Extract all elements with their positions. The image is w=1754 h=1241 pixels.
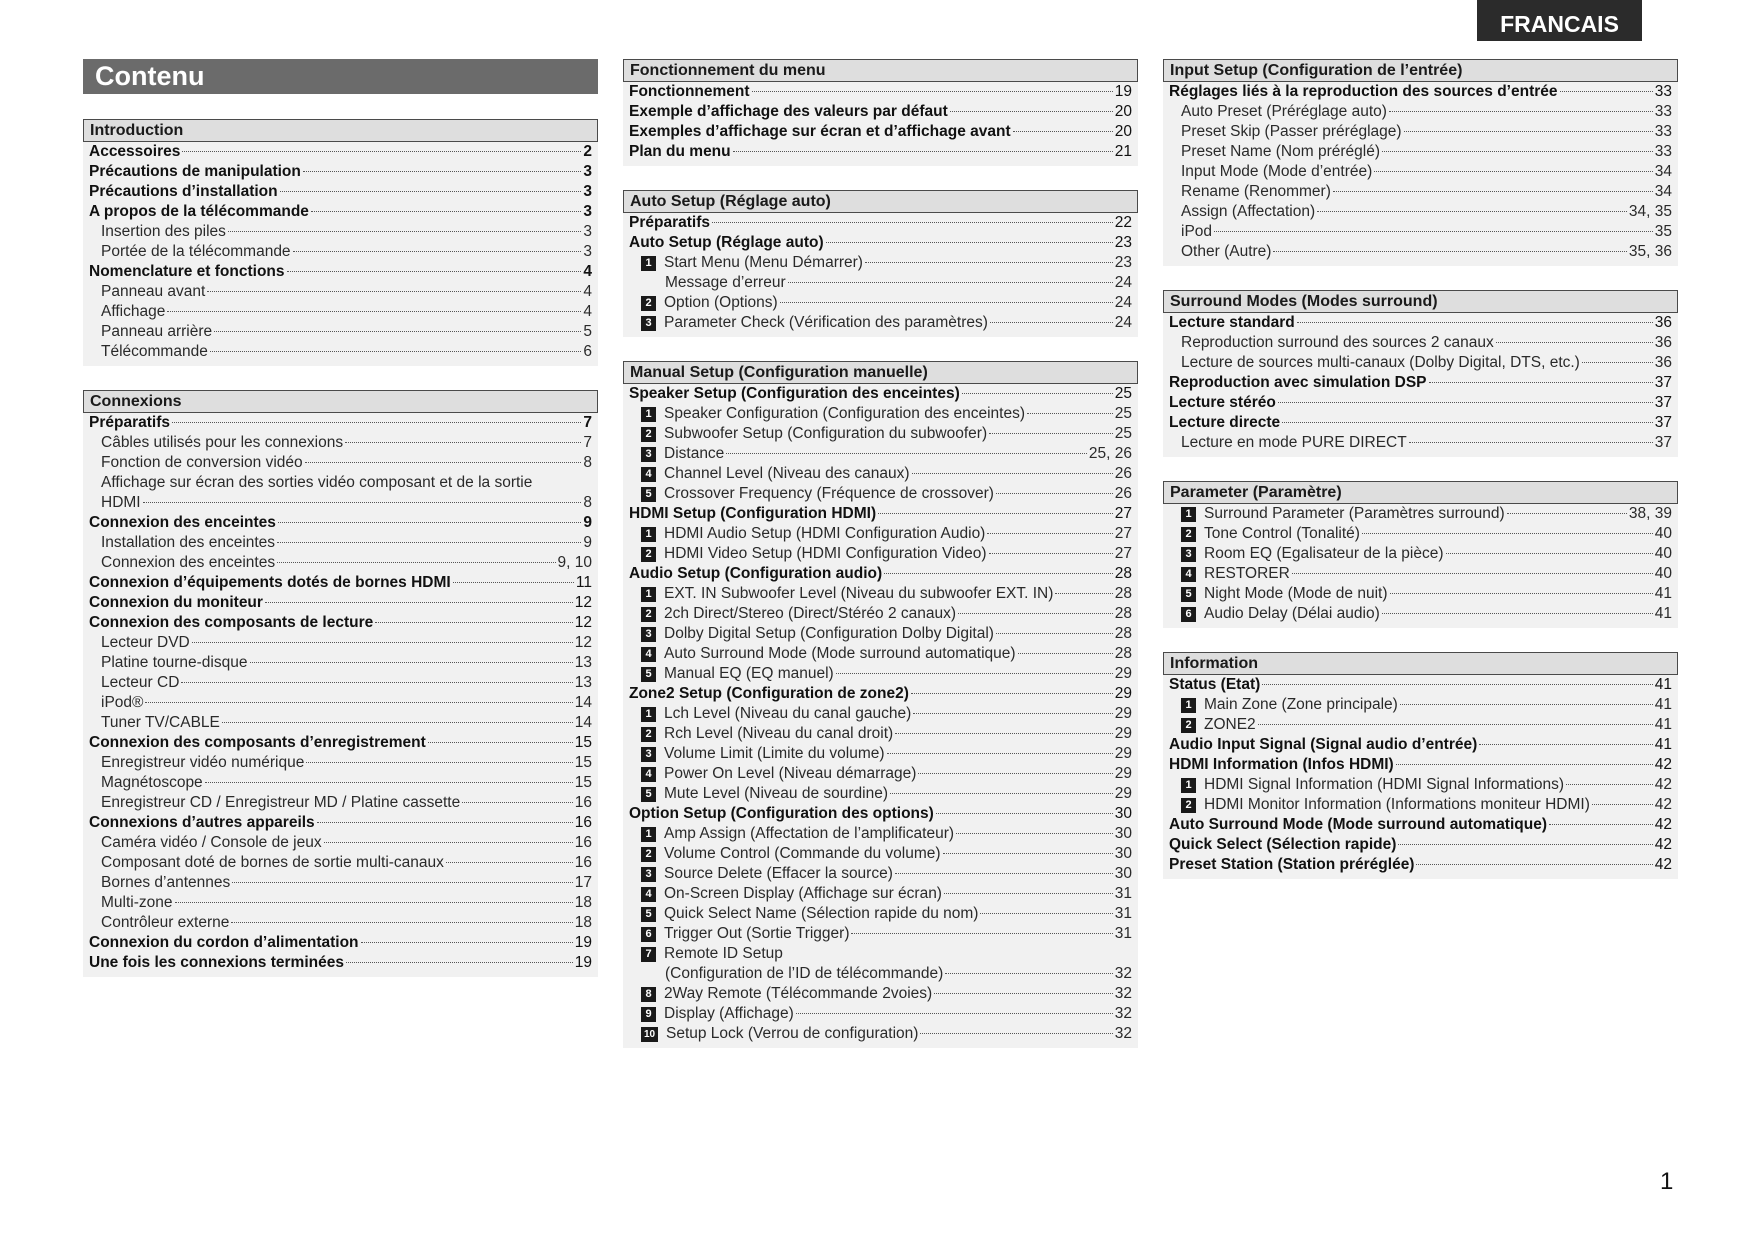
toc-entry[interactable]: Câbles utilisés pour les connexions 7 [101, 434, 592, 451]
toc-entry[interactable]: 3 Volume Limit (Limite du volume) 29 [623, 744, 1138, 764]
toc-entry[interactable]: Exemples d’affichage sur écran et d’affichage avant 20 [629, 123, 1132, 140]
toc-entry[interactable]: 3 Parameter Check (Vérification des paramètres) 24 [623, 313, 1138, 333]
step-number-badge: 3 [641, 747, 656, 762]
toc-entry[interactable]: Une fois les connexions terminées 19 [89, 954, 592, 971]
section-header: Surround Modes (Modes surround) [1163, 290, 1678, 313]
toc-entry[interactable]: Auto Preset (Préréglage auto) 33 [1181, 103, 1672, 120]
toc-entry[interactable]: HDMI 8 [101, 494, 592, 511]
toc-entry[interactable]: Télécommande 6 [101, 343, 592, 360]
toc-entry[interactable]: HDMI Information (Infos HDMI) 42 [1169, 756, 1672, 773]
toc-entry[interactable]: 5 Mute Level (Niveau de sourdine) 29 [623, 784, 1138, 804]
toc-entry[interactable]: Préparatifs 7 [89, 414, 592, 431]
toc-entry[interactable]: 4 Power On Level (Niveau démarrage) 29 [623, 764, 1138, 784]
step-number-badge: 2 [641, 727, 656, 742]
toc-entry[interactable]: Platine tourne-disque 13 [101, 654, 592, 671]
section-introduction [83, 119, 598, 366]
toc-column-3 [1163, 59, 1678, 879]
toc-entry[interactable]: Fonctionnement 19 [629, 83, 1132, 100]
toc-entry[interactable]: Réglages liés à la reproduction des sources d’entrée 33 [1169, 83, 1672, 100]
section-header: Fonctionnement du menu [623, 59, 1138, 82]
toc-entry[interactable]: Lecture en mode PURE DIRECT 37 [1181, 434, 1672, 451]
toc-entry[interactable]: Message d’erreur 24 [665, 274, 1132, 291]
toc-entry[interactable]: Input Mode (Mode d’entrée) 34 [1181, 163, 1672, 180]
toc-entry[interactable]: Accessoires 2 [89, 143, 592, 160]
toc-entry[interactable]: (Configuration de l’ID de télécommande) 32 [665, 965, 1132, 982]
toc-entry[interactable]: Tuner TV/CABLE 14 [101, 714, 592, 731]
step-number-badge: 5 [641, 487, 656, 502]
toc-entry-wrap[interactable]: Affichage sur écran des sorties vidéo composant et de la sortie [101, 474, 533, 491]
toc-entry[interactable]: Connexion des enceintes 9, 10 [101, 554, 592, 571]
toc-entry[interactable]: Nomenclature et fonctions 4 [89, 263, 592, 280]
toc-entry[interactable]: 1 Surround Parameter (Paramètres surround) 38, 39 [1163, 504, 1678, 524]
toc-entry[interactable]: Connexion du moniteur 12 [89, 594, 592, 611]
toc-entry[interactable]: HDMI Setup (Configuration HDMI) 27 [629, 505, 1132, 522]
toc-entry[interactable]: iPod® 14 [101, 694, 592, 711]
step-number-badge: 5 [641, 907, 656, 922]
page-title: Contenu [83, 59, 598, 94]
step-number-badge: 5 [641, 787, 656, 802]
toc-entry[interactable]: Rename (Renommer) 34 [1181, 183, 1672, 200]
toc-entry[interactable]: Exemple d’affichage des valeurs par défaut 20 [629, 103, 1132, 120]
toc-entry[interactable]: 1 Speaker Configuration (Configuration des enceintes) 25 [623, 404, 1138, 424]
section-information [1163, 652, 1678, 879]
step-number-badge: 4 [641, 767, 656, 782]
toc-entry[interactable]: Installation des enceintes 9 [101, 534, 592, 551]
toc-entry[interactable]: Affichage 4 [101, 303, 592, 320]
step-number-badge: 3 [641, 627, 656, 642]
toc-entry[interactable]: 6 Trigger Out (Sortie Trigger) 31 [623, 924, 1138, 944]
toc-entry[interactable]: 4 On-Screen Display (Affichage sur écran) 31 [623, 884, 1138, 904]
toc-entry[interactable]: Lecteur CD 13 [101, 674, 592, 691]
section-header: Introduction [83, 119, 598, 142]
toc-entry[interactable]: Quick Select (Sélection rapide) 42 [1169, 836, 1672, 853]
toc-entry[interactable]: Connexion des enceintes 9 [89, 514, 592, 531]
toc-entry[interactable]: Panneau avant 4 [101, 283, 592, 300]
toc-entry[interactable]: Insertion des piles 3 [101, 223, 592, 240]
step-number-badge: 5 [641, 667, 656, 682]
toc-entry[interactable]: 2 HDMI Video Setup (HDMI Configuration Video) 27 [623, 544, 1138, 564]
toc-entry[interactable]: Composant doté de bornes de sortie multi-canaux 16 [101, 854, 592, 871]
section-menu [623, 59, 1138, 166]
toc-column-1 [83, 119, 598, 977]
toc-entry[interactable]: 1 EXT. IN Subwoofer Level (Niveau du subwoofer EXT. IN) 28 [623, 584, 1138, 604]
toc-entry[interactable]: 4 RESTORER 40 [1163, 564, 1678, 584]
toc-entry[interactable]: 1 Lch Level (Niveau du canal gauche) 29 [623, 704, 1138, 724]
toc-entry[interactable]: 1 Start Menu (Menu Démarrer) 23 [623, 253, 1138, 273]
toc-entry[interactable]: 4 Channel Level (Niveau des canaux) 26 [623, 464, 1138, 484]
toc-entry[interactable]: 2 Rch Level (Niveau du canal droit) 29 [623, 724, 1138, 744]
step-number-badge: 6 [641, 927, 656, 942]
section-header: Parameter (Paramètre) [1163, 481, 1678, 504]
toc-entry[interactable]: 3 Source Delete (Effacer la source) 30 [623, 864, 1138, 884]
step-number-badge: 1 [641, 256, 656, 271]
step-number-badge: 1 [1181, 698, 1196, 713]
section-connexions [83, 390, 598, 977]
toc-entry[interactable]: 1 HDMI Signal Information (HDMI Signal Informations) 42 [1163, 775, 1678, 795]
language-tab: FRANCAIS [1477, 0, 1642, 41]
toc-entry[interactable]: Portée de la télécommande 3 [101, 243, 592, 260]
toc-entry[interactable]: 5 Quick Select Name (Sélection rapide du nom) 31 [623, 904, 1138, 924]
toc-entry[interactable]: Auto Setup (Réglage auto) 23 [629, 234, 1132, 251]
toc-entry[interactable]: 1 Main Zone (Zone principale) 41 [1163, 695, 1678, 715]
toc-entry[interactable]: Connexion des composants de lecture 12 [89, 614, 592, 631]
step-number-badge: 4 [1181, 567, 1196, 582]
step-number-badge: 3 [641, 316, 656, 331]
step-number-badge: 2 [641, 427, 656, 442]
section-header: Manual Setup (Configuration manuelle) [623, 361, 1138, 384]
toc-entry[interactable]: Audio Setup (Configuration audio) 28 [629, 565, 1132, 582]
step-number-badge: 2 [1181, 798, 1196, 813]
toc-entry[interactable]: Panneau arrière 5 [101, 323, 592, 340]
step-number-badge: 1 [641, 827, 656, 842]
step-number-badge: 10 [641, 1027, 658, 1042]
toc-entry[interactable]: 2 Tone Control (Tonalité) 40 [1163, 524, 1678, 544]
toc-entry[interactable]: Caméra vidéo / Console de jeux 16 [101, 834, 592, 851]
toc-entry[interactable]: Lecture de sources multi-canaux (Dolby Digital, DTS, etc.) 36 [1181, 354, 1672, 371]
toc-entry[interactable]: Preset Name (Nom préréglé) 33 [1181, 143, 1672, 160]
toc-entry[interactable]: 1 Amp Assign (Affectation de l’amplificateur) 30 [623, 824, 1138, 844]
step-number-badge: 1 [641, 527, 656, 542]
toc-entry[interactable]: Speaker Setup (Configuration des enceintes) 25 [629, 385, 1132, 402]
toc-entry[interactable]: Other (Autre) 35, 36 [1181, 243, 1672, 260]
toc-entry[interactable]: 2 Volume Control (Commande du volume) 30 [623, 844, 1138, 864]
section-input-setup [1163, 59, 1678, 266]
toc-entry[interactable]: 10 Setup Lock (Verrou de configuration) 32 [623, 1024, 1138, 1044]
toc-entry[interactable]: 3 Dolby Digital Setup (Configuration Dolby Digital) 28 [623, 624, 1138, 644]
section-surround-modes [1163, 290, 1678, 457]
toc-column-2 [623, 59, 1138, 1048]
toc-entry[interactable]: 8 2Way Remote (Télécommande 2voies) 32 [623, 984, 1138, 1004]
toc-entry[interactable]: Bornes d’antennes 17 [101, 874, 592, 891]
toc-entry[interactable]: Contrôleur externe 18 [101, 914, 592, 931]
toc-entry[interactable]: Audio Input Signal (Signal audio d’entrée) 41 [1169, 736, 1672, 753]
toc-entry[interactable]: Enregistreur vidéo numérique 15 [101, 754, 592, 771]
section-header: Information [1163, 652, 1678, 675]
step-number-badge: 1 [1181, 778, 1196, 793]
toc-entry[interactable]: Assign (Affectation) 34, 35 [1181, 203, 1672, 220]
toc-entry[interactable]: Status (Etat) 41 [1169, 676, 1672, 693]
toc-entry[interactable]: Auto Surround Mode (Mode surround automatique) 42 [1169, 816, 1672, 833]
toc-entry[interactable]: Multi-zone 18 [101, 894, 592, 911]
step-number-badge: 1 [641, 587, 656, 602]
section-header: Auto Setup (Réglage auto) [623, 190, 1138, 213]
step-number-badge: 1 [1181, 507, 1196, 522]
toc-entry[interactable]: Lecteur DVD 12 [101, 634, 592, 651]
section-manual-setup [623, 361, 1138, 1048]
toc-entry[interactable]: Reproduction avec simulation DSP 37 [1169, 374, 1672, 391]
toc-entry[interactable]: Connexion des composants d’enregistrement 15 [89, 734, 592, 751]
step-number-badge: 4 [641, 887, 656, 902]
step-number-badge: 1 [641, 407, 656, 422]
step-number-badge: 7 [641, 947, 656, 962]
toc-entry[interactable]: 5 Night Mode (Mode de nuit) 41 [1163, 584, 1678, 604]
step-number-badge: 4 [641, 647, 656, 662]
toc-entry[interactable]: 2 Subwoofer Setup (Configuration du subwoofer) 25 [623, 424, 1138, 444]
toc-entry[interactable]: Lecture standard 36 [1169, 314, 1672, 331]
toc-entry[interactable]: Preset Station (Station préréglée) 42 [1169, 856, 1672, 873]
toc-entry[interactable]: 9 Display (Affichage) 32 [623, 1004, 1138, 1024]
toc-entry[interactable]: 3 Room EQ (Egalisateur de la pièce) 40 [1163, 544, 1678, 564]
step-number-badge: 2 [641, 847, 656, 862]
toc-entry[interactable]: Lecture stéréo 37 [1169, 394, 1672, 411]
toc-entry[interactable]: 5 Crossover Frequency (Fréquence de crossover) 26 [623, 484, 1138, 504]
toc-entry[interactable]: 2 ZONE2 41 [1163, 715, 1678, 735]
toc-entry[interactable]: 3 Distance 25, 26 [623, 444, 1138, 464]
step-number-badge: 3 [641, 867, 656, 882]
toc-entry[interactable]: Fonction de conversion vidéo 8 [101, 454, 592, 471]
section-header: Connexions [83, 390, 598, 413]
toc-entry[interactable]: Plan du menu 21 [629, 143, 1132, 160]
step-number-badge: 4 [641, 467, 656, 482]
toc-entry[interactable]: Preset Skip (Passer préréglage) 33 [1181, 123, 1672, 140]
toc-entry[interactable]: Reproduction surround des sources 2 canaux 36 [1181, 334, 1672, 351]
toc-entry[interactable]: Enregistreur CD / Enregistreur MD / Platine cassette 16 [101, 794, 592, 811]
step-number-badge: 2 [641, 547, 656, 562]
toc-entry[interactable]: 1 HDMI Audio Setup (HDMI Configuration Audio) 27 [623, 524, 1138, 544]
step-number-badge: 5 [1181, 587, 1196, 602]
toc-entry[interactable]: Préparatifs 22 [629, 214, 1132, 231]
toc-entry[interactable]: Lecture directe 37 [1169, 414, 1672, 431]
toc-entry[interactable]: 7 Remote ID Setup [623, 944, 1138, 964]
step-number-badge: 2 [1181, 527, 1196, 542]
step-number-badge: 6 [1181, 607, 1196, 622]
toc-entry[interactable]: 2 2ch Direct/Stereo (Direct/Stéréo 2 canaux) 28 [623, 604, 1138, 624]
section-auto-setup [623, 190, 1138, 337]
toc-entry[interactable]: Précautions de manipulation 3 [89, 163, 592, 180]
step-number-badge: 2 [641, 607, 656, 622]
step-number-badge: 9 [641, 1007, 656, 1022]
step-number-badge: 8 [641, 987, 656, 1002]
toc-entry[interactable]: 2 HDMI Monitor Information (Informations moniteur HDMI) 42 [1163, 795, 1678, 815]
section-header: Input Setup (Configuration de l’entrée) [1163, 59, 1678, 82]
toc-entry[interactable]: 5 Manual EQ (EQ manuel) 29 [623, 664, 1138, 684]
toc-entry[interactable]: Option Setup (Configuration des options) 30 [629, 805, 1132, 822]
page-number: 1 [1660, 1168, 1674, 1195]
toc-entry[interactable]: 6 Audio Delay (Délai audio) 41 [1163, 604, 1678, 624]
step-number-badge: 3 [641, 447, 656, 462]
toc-entry[interactable]: Connexions d’autres appareils 16 [89, 814, 592, 831]
toc-entry[interactable]: A propos de la télécommande 3 [89, 203, 592, 220]
toc-entry[interactable]: Précautions d’installation 3 [89, 183, 592, 200]
toc-entry[interactable]: 2 Option (Options) 24 [623, 293, 1138, 313]
step-number-badge: 3 [1181, 547, 1196, 562]
toc-entry[interactable]: iPod 35 [1181, 223, 1672, 240]
toc-entry[interactable]: Zone2 Setup (Configuration de zone2) 29 [629, 685, 1132, 702]
step-number-badge: 2 [1181, 718, 1196, 733]
toc-entry[interactable]: 4 Auto Surround Mode (Mode surround automatique) 28 [623, 644, 1138, 664]
toc-entry[interactable]: Magnétoscope 15 [101, 774, 592, 791]
toc-entry[interactable]: Connexion du cordon d’alimentation 19 [89, 934, 592, 951]
step-number-badge: 1 [641, 707, 656, 722]
toc-entry[interactable]: Connexion d’équipements dotés de bornes HDMI 11 [89, 574, 592, 591]
section-parameter [1163, 481, 1678, 628]
step-number-badge: 2 [641, 296, 656, 311]
